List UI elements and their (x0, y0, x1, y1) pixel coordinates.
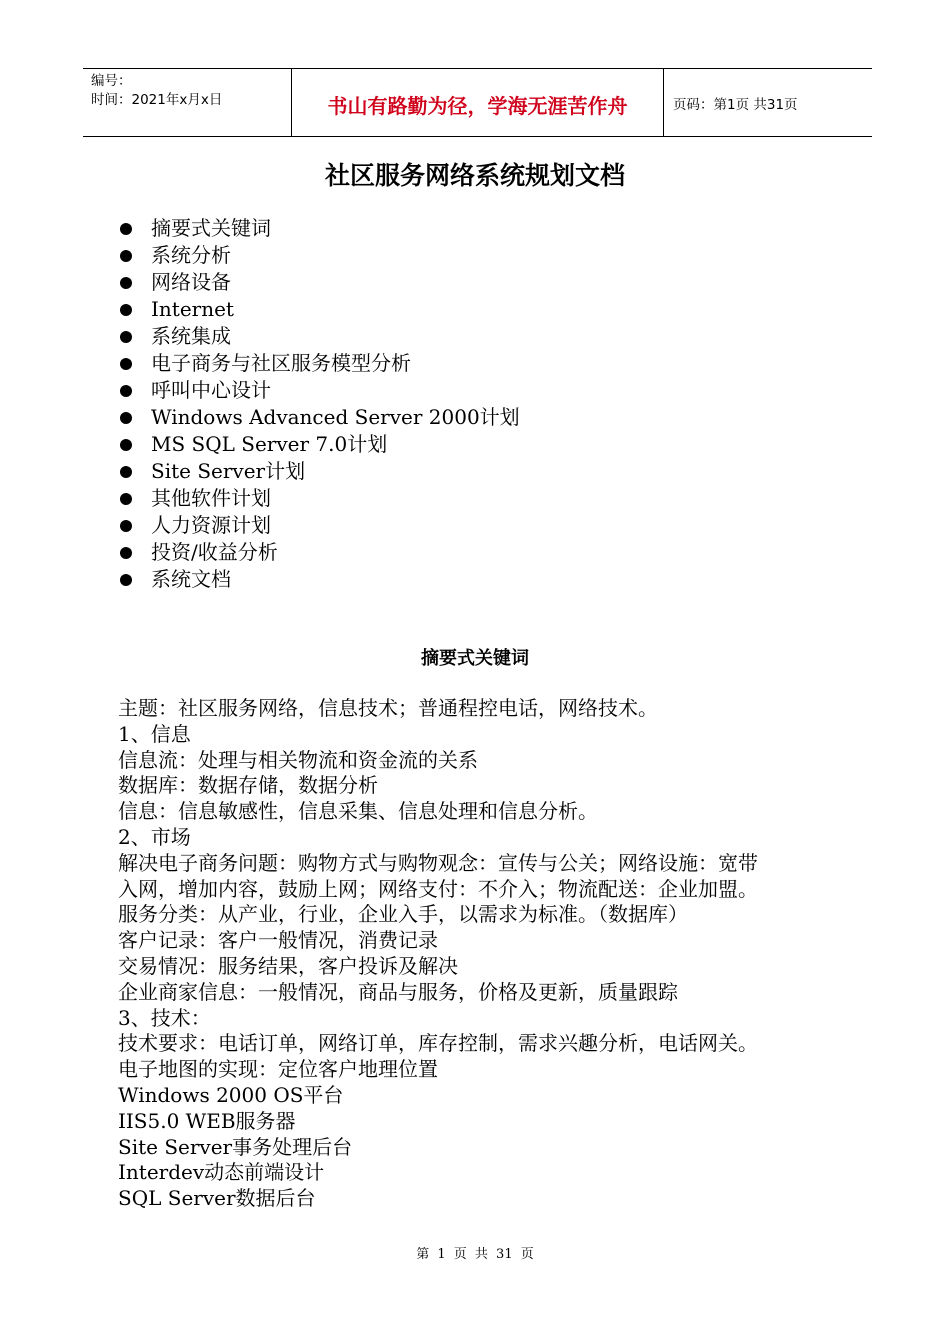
page-footer: 第 1 页 共 31 页 (416, 1247, 534, 1262)
toc-item (120, 458, 520, 485)
bullet-icon (120, 358, 132, 370)
bullet-icon (120, 439, 132, 451)
body-line: 电子地图的实现：定位客户地理位置 (118, 1057, 438, 1082)
header-meta (83, 69, 292, 136)
body-line: 客户记录：客户一般情况，消费记录 (118, 928, 438, 953)
toc-item (120, 512, 520, 539)
bullet-icon (120, 493, 132, 505)
page-header (83, 68, 872, 137)
toc-item (120, 404, 520, 431)
bullet-icon (120, 304, 132, 316)
toc-item (120, 485, 520, 512)
bullet-icon (120, 412, 132, 424)
body-line: 技术要求：电话订单，网络订单，库存控制，需求兴趣分析，电话网关。 (118, 1031, 758, 1056)
body-line: 3、技术： (118, 1005, 211, 1030)
bullet-icon (120, 250, 132, 262)
bullet-icon (120, 223, 132, 235)
body-line: 服务分类：从产业，行业，企业入手，以需求为标准。（数据库） (118, 902, 688, 927)
toc-item (120, 566, 520, 593)
toc-item (120, 269, 520, 296)
toc-item-label: 系统集成 (151, 324, 231, 348)
toc-item-label: Internet (151, 297, 234, 321)
header-page-info: 页码：第1页 共31页 (673, 96, 798, 113)
bullet-icon (120, 547, 132, 559)
document-title: 社区服务网络系统规划文档 (324, 161, 625, 190)
toc-item-label: 投资/收益分析 (151, 540, 278, 564)
toc-item-label: 电子商务与社区服务模型分析 (151, 351, 411, 375)
toc-item-label: 系统文档 (151, 567, 231, 591)
toc-item (120, 539, 520, 566)
body-line: Site Server事务处理后台 (118, 1134, 353, 1159)
body-line: 信息流：处理与相关物流和资金流的关系 (118, 747, 478, 772)
body-line: 信息：信息敏感性，信息采集、信息处理和信息分析。 (118, 799, 598, 824)
toc-item-label: Windows Advanced Server 2000计划 (151, 405, 520, 429)
toc-item-label: 系统分析 (151, 243, 231, 267)
toc-item-label: 摘要式关键词 (151, 216, 271, 240)
toc-item (120, 431, 520, 458)
header-motto: 书山有路勤为径，学海无涯苦作舟 (292, 69, 664, 136)
section-heading: 摘要式关键词 (421, 648, 529, 669)
toc-item (120, 296, 520, 323)
body-line: 解决电子商务问题：购物方式与购物观念：宣传与公关；网络设施：宽带 (118, 850, 758, 875)
toc-item (120, 242, 520, 269)
toc-item (120, 215, 520, 242)
toc-item-label: 人力资源计划 (151, 513, 271, 537)
body-line: 1、信息 (118, 721, 191, 746)
table-of-contents (120, 215, 520, 593)
toc-item (120, 350, 520, 377)
toc-item (120, 323, 520, 350)
body-line: 交易情况：服务结果，客户投诉及解决 (118, 953, 458, 978)
bullet-icon (120, 520, 132, 532)
bullet-icon (120, 331, 132, 343)
body-line: 主题：社区服务网络，信息技术；普通程控电话，网络技术。 (118, 696, 658, 720)
bullet-icon (120, 574, 132, 586)
toc-item-label: 其他软件计划 (151, 486, 271, 510)
toc-item-label: MS SQL Server 7.0计划 (151, 432, 388, 456)
toc-item-label: 呼叫中心设计 (151, 378, 271, 402)
body-line: Interdev动态前端设计 (118, 1160, 325, 1185)
bullet-icon (120, 385, 132, 397)
body-line: Windows 2000 OS平台 (118, 1082, 344, 1107)
bullet-icon (120, 277, 132, 289)
code-label: 编号： (91, 73, 132, 89)
bullet-icon (120, 466, 132, 478)
body-line: SQL Server数据后台 (118, 1186, 316, 1211)
body-text (118, 696, 848, 1212)
toc-item (120, 377, 520, 404)
time-label: 时间：2021年x月x日 (91, 92, 223, 108)
body-line: 数据库：数据存储，数据分析 (118, 773, 378, 798)
body-line: 2、市场 (118, 824, 191, 849)
body-line: 入网，增加内容，鼓励上网；网络支付：不介入；物流配送：企业加盟。 (118, 876, 758, 901)
body-line: IIS5.0 WEB服务器 (118, 1108, 296, 1133)
toc-item-label: 网络设备 (151, 270, 231, 294)
toc-item-label: Site Server计划 (151, 459, 306, 483)
body-line: 企业商家信息：一般情况，商品与服务，价格及更新，质量跟踪 (118, 979, 678, 1004)
